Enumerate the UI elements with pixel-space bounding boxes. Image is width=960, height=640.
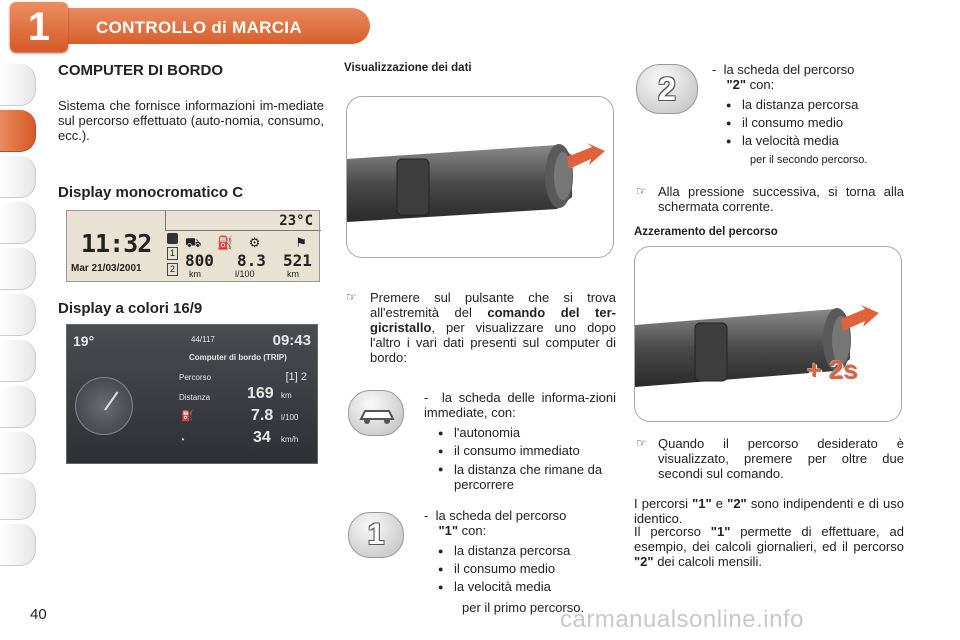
- trip-1-item: - la scheda del percorso "1" con: ● la distanza percorsa ● il consumo medio ● la velocità media per il primo percorso.: [424, 508, 616, 615]
- mono-unit-3: km: [287, 269, 299, 279]
- mono-time: 11:32: [81, 229, 152, 258]
- reset-instruction: Quando il percorso desiderato è visualizzato, premere per oltre due secondi sul comando.: [658, 436, 904, 481]
- color-row2-value: 169: [247, 385, 274, 402]
- mono-icons-row: ⛟ ⛽ ⚙ ⚑: [185, 235, 313, 250]
- speed-icon: ◔: [179, 435, 186, 446]
- page-header: [0, 0, 960, 58]
- list-item: ● la distanza percorsa: [432, 542, 616, 560]
- list-item: ● la distanza percorsa: [720, 96, 904, 114]
- page-number: 40: [30, 606, 47, 623]
- list-item: ● l'autonomia: [432, 424, 616, 442]
- color-display-title: Display a colori 16/9: [58, 300, 203, 317]
- wiper-stalk-illustration: [346, 96, 614, 258]
- reset-stalk-graphic: [635, 247, 902, 422]
- chapter-tab[interactable]: [0, 478, 36, 520]
- color-row4-value: 34: [253, 429, 271, 446]
- trips-usage-text: Il percorso "1" permette di effettuare, ad esempio, dei calcoli giornalieri, ed il percorso "2" dei calcoli mensili.: [634, 524, 904, 569]
- press-pointer-icon: ☞: [346, 290, 357, 304]
- mono-value-2: 8.3: [237, 251, 266, 270]
- chapter-tab[interactable]: [0, 432, 36, 474]
- mono-unit-1: km: [189, 269, 201, 279]
- data-view-subhead: Visualizzazione dei dati: [344, 62, 472, 74]
- chapter-tab[interactable]: [0, 294, 36, 336]
- car-icon: [348, 390, 404, 436]
- color-radio: 44/117: [191, 335, 215, 344]
- list-item: ● il consumo immediato: [432, 442, 616, 460]
- color-row2-label: Distanza: [179, 393, 211, 402]
- color-temp: 19°: [73, 333, 95, 349]
- trip-2-icon: 2: [636, 64, 698, 114]
- list-item: ● la distanza che rimane da percorrere: [432, 462, 616, 492]
- mono-display: [66, 210, 320, 282]
- mono-value-1: 800: [185, 251, 214, 270]
- reset-stalk-illustration: [634, 246, 902, 422]
- list-item: ● il consumo medio: [720, 114, 904, 132]
- list-item: ● il consumo medio: [432, 560, 616, 578]
- press-instruction: Premere sul pulsante che si trova all'estremità del comando del ter-gicristallo, per visualizzare uno dopo l'altro i vari dati presenti sul computer di bordo:: [370, 290, 616, 365]
- list-item: ● la velocità media: [720, 132, 904, 150]
- chapter-badge: 1: [10, 2, 68, 52]
- list-item: ● la velocità media: [432, 578, 616, 596]
- color-row3-value: 7.8: [251, 407, 274, 424]
- pointer-icon: ☞: [636, 184, 647, 198]
- mono-display-title: Display monocromatico C: [58, 184, 244, 201]
- wiper-stalk-graphic: [347, 97, 614, 258]
- chapter-tab[interactable]: [0, 524, 36, 566]
- color-row1-value: [1] 2: [285, 371, 307, 383]
- chapter-tab[interactable]: [0, 248, 36, 290]
- watermark: carmanualsonline.info: [560, 606, 804, 633]
- next-press-text: Alla pressione successiva, si torna alla schermata corrente.: [658, 184, 904, 214]
- chapter-tab[interactable]: [0, 386, 36, 428]
- fuel-icon: ⛽: [181, 411, 194, 422]
- section-title: COMPUTER DI BORDO: [58, 62, 223, 79]
- intro-text: Sistema che fornisce informazioni im-mediate sul percorso effettuato (auto-nomia, consumo, ecc.).: [58, 98, 324, 143]
- mono-car-icon: [167, 233, 178, 244]
- trips-independent-text: I percorsi "1" e "2" sono indipendenti e di uso identico.: [634, 496, 904, 526]
- color-time: 09:43: [272, 332, 311, 349]
- color-row4-unit: km/h: [281, 435, 299, 444]
- color-display: [66, 324, 318, 464]
- color-row1-label: Percorso: [179, 373, 212, 382]
- car-card-item: - la scheda delle informa-zioni immediate, con: ● l'autonomia ● il consumo immediato ● la distanza che rimane da percorrere: [424, 390, 616, 492]
- mono-tab-1: 1: [167, 247, 178, 260]
- color-header: Computer di bordo (TRIP): [189, 353, 287, 362]
- chapter-tab[interactable]: [0, 64, 36, 106]
- mono-tab-2: 2: [167, 263, 178, 276]
- mono-unit-2: l/100: [235, 269, 255, 279]
- pointer-icon: ☞: [636, 436, 647, 450]
- color-row2-unit: km: [281, 391, 292, 400]
- trip-1-icon: 1: [348, 512, 404, 558]
- mono-value-3: 521: [283, 251, 312, 270]
- page-title: CONTROLLO di MARCIA: [96, 18, 302, 37]
- chapter-tab-active[interactable]: [0, 110, 36, 152]
- chapter-tab[interactable]: [0, 202, 36, 244]
- trip-2-note: per il secondo percorso.: [750, 154, 868, 166]
- chapter-tab[interactable]: [0, 340, 36, 382]
- hold-duration-badge: + 2s: [807, 355, 859, 385]
- chapter-tabs: [0, 64, 36, 570]
- trip-2-item: - la scheda del percorso "2" con: ● la distanza percorsa ● il consumo medio ● la velocità media per il secondo percorso.: [712, 62, 904, 166]
- dial-graphic: [75, 377, 133, 435]
- color-row3-unit: l/100: [281, 413, 299, 422]
- chapter-tab[interactable]: [0, 156, 36, 198]
- mono-date: Mar 21/03/2001: [71, 263, 142, 274]
- reset-subhead: Azzeramento del percorso: [634, 226, 778, 238]
- mono-temp: 23°C: [279, 213, 313, 229]
- trip-1-note: per il primo percorso.: [462, 600, 585, 615]
